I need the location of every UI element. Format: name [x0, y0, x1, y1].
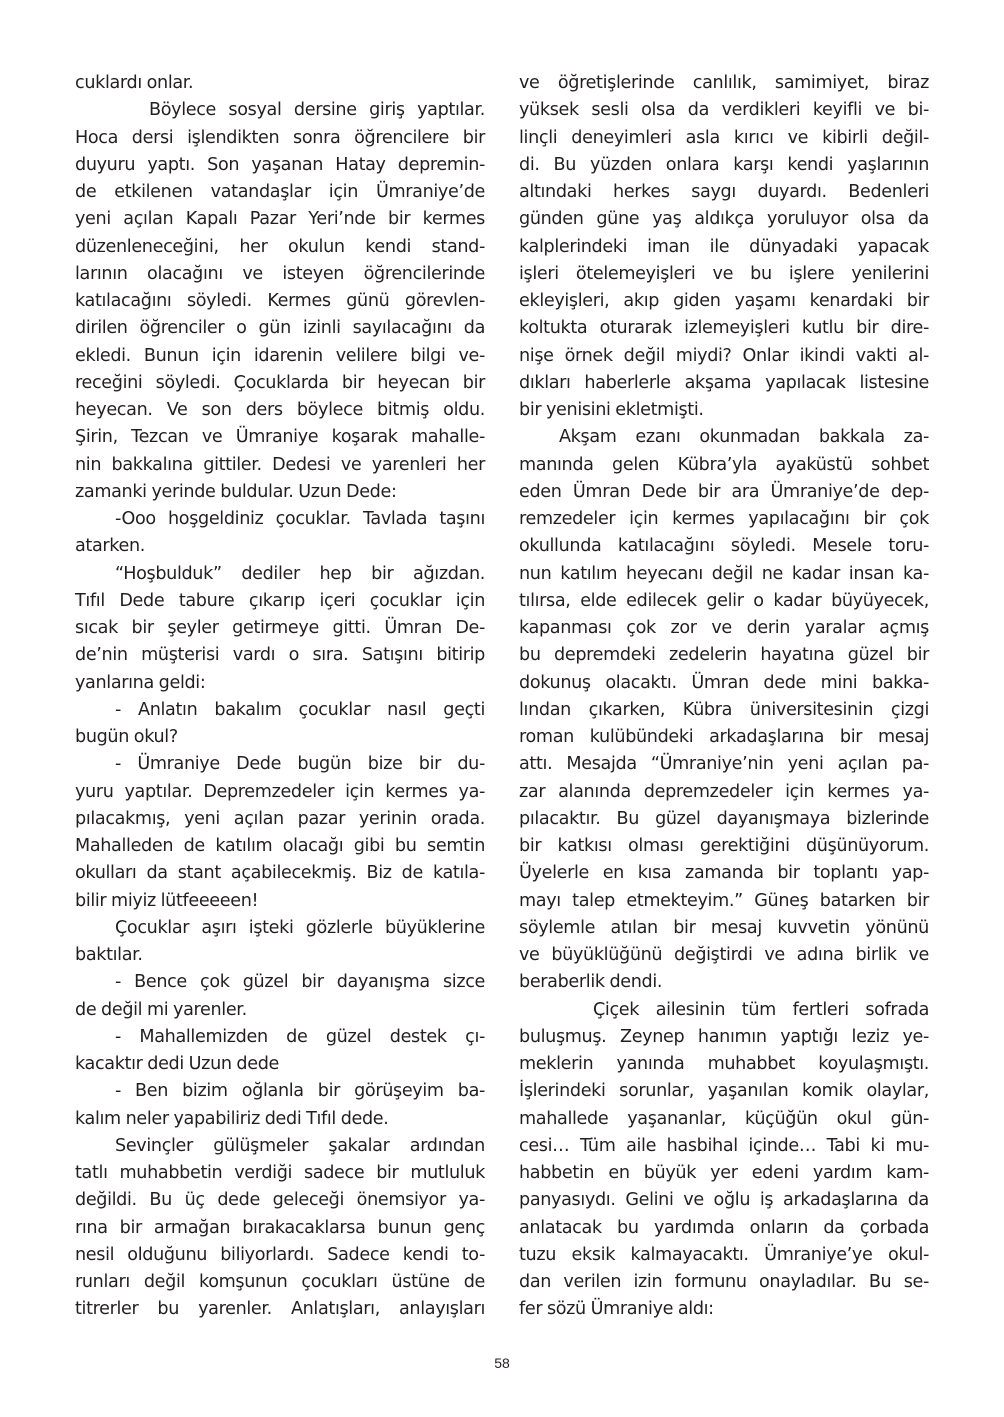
text-line: okulları da stant açabilecekmiş. Biz de katıla-	[75, 863, 485, 884]
text-line: - Ben bizim oğlanla bir görüşeyim ba-	[115, 1081, 485, 1102]
text-line: zar alanında depremzedeler için kermes ya-	[519, 781, 929, 802]
text-line: kalplerindeki iman ile dünyadaki yapacak	[519, 236, 929, 257]
text-line: dan verilen izin formunu onayladılar. Bu se-	[519, 1272, 929, 1292]
page-number: 58	[494, 1355, 510, 1371]
text-line: yeni açılan Kapalı Pazar Yeri’nde bir kermes	[75, 209, 485, 230]
text-line: attı. Mesajda “Ümraniye’nin yeni açılan pa-	[519, 754, 929, 775]
text-line: di. Bu yüzden onlara karşı kendi yaşlarının	[519, 154, 929, 175]
text-line: İşlerindeki sorunlar, yaşanılan komik olaylar,	[519, 1081, 929, 1102]
text-line: dıkları haberlerle akşama yapılacak listesine	[519, 372, 929, 393]
text-line: - Ümraniye Dede bugün bize bir du-	[115, 754, 485, 775]
text-line: pılacakmış, yeni açılan pazar yerinin orada.	[75, 808, 485, 829]
text-line: yanlarına geldi:	[75, 672, 206, 693]
text-line: işleri ötelemeyişleri ve bu işlere yenilerini	[519, 263, 929, 284]
text-line: cesi… Tüm aile hasbihal içinde… Tabi ki mu-	[519, 1135, 929, 1156]
text-line: kalım neler yapabiliriz dedi Tıfıl dede.	[75, 1108, 389, 1129]
text-line: - Bence çok güzel bir dayanışma sizce	[115, 972, 485, 993]
text-line: düzenleneceğini, her okulun kendi stand-	[75, 236, 485, 257]
text-line: nin bakkalına gittiler. Dedesi ve yarenleri her	[75, 454, 485, 475]
text-line: linçli deneyimleri asla kırıcı ve kibirli değil-	[519, 127, 929, 148]
text-line: yuru yaptılar. Depremzedeler için kermes ya-	[75, 781, 485, 802]
text-line: nişe örnek değil miydi? Onlar ikindi vakti al-	[519, 345, 929, 366]
text-line: nun katılım heyecanı değil ne kadar insan ka-	[519, 563, 929, 584]
text-line: Hoca dersi işlendikten sonra öğrencilere bir	[75, 127, 485, 148]
text-column-right	[519, 70, 929, 1324]
text-line: habbetin en büyük yer edeni yardım kam-	[519, 1163, 929, 1183]
text-line: Sevinçler gülüşmeler şakalar ardından	[115, 1135, 485, 1156]
text-line: okullunda katılacağını söyledi. Mesele toru-	[519, 536, 929, 557]
text-line: Çocuklar aşırı işteki gözlerle büyüklerine	[115, 917, 485, 938]
text-line: ve öğretişlerinde canlılık, samimiyet, biraz	[519, 73, 929, 93]
text-line: altındaki herkes saygı duyardı. Bedenleri	[519, 182, 929, 202]
text-line: roman kulübündeki arkadaşlarına bir mesaj	[519, 727, 929, 747]
text-line: Akşam ezanı okunmadan bakkala za-	[559, 427, 929, 448]
text-line: bir katkısı olması gerektiğini düşünüyorum.	[519, 836, 929, 856]
text-line: - Mahallemizden de güzel destek çı-	[115, 1026, 485, 1047]
text-line: -Ooo hoşgeldiniz çocuklar. Tavlada taşını	[115, 509, 485, 529]
text-line: duyuru yaptı. Son yaşanan Hatay depremin-	[75, 154, 485, 175]
text-line: bir yenisini ekletmişti.	[519, 400, 704, 420]
text-line: cuklardı onlar.	[75, 73, 194, 93]
text-line: eden Ümran Dede bir ara Ümraniye’de dep-	[519, 481, 929, 502]
text-line: ekleyişleri, akıp giden yaşamı kenardaki bir	[519, 291, 929, 311]
text-line: katılacağını söyledi. Kermes günü görevlen-	[75, 291, 485, 311]
text-line: baktılar.	[75, 945, 143, 965]
text-line: dokunuş olacaktı. Ümran dede mini bakka-	[519, 672, 929, 693]
text-line: ekledi. Bunun için idarenin velilere bilgi ve-	[75, 345, 485, 366]
text-line: dirilen öğrenciler o gün izinli sayılacağını da	[75, 318, 485, 339]
text-line: yüksek sesli olsa da verdikleri keyifli ve bi-	[519, 100, 929, 121]
text-line: mahallede yaşananlar, küçüğün okul gün-	[519, 1108, 929, 1129]
text-line: anlatacak bu yardımda onların da çorbada	[519, 1217, 929, 1238]
text-line: değildi. Bu üç dede geleceği önemsiyor ya-	[75, 1190, 485, 1211]
text-line: panyasıydı. Gelini ve oğlu iş arkadaşlarına da	[519, 1190, 929, 1211]
text-line: bu depremdeki zedelerin hayatına güzel bir	[519, 645, 929, 666]
text-line: kacaktır dedi Uzun dede	[75, 1054, 279, 1074]
text-line: nesil olduğunu biliyorlardı. Sadece kendi to-	[75, 1244, 485, 1265]
text-line: Şirin, Tezcan ve Ümraniye koşarak mahalle-	[75, 427, 485, 448]
text-line: de etkilenen vatandaşlar için Ümraniye’de	[75, 182, 485, 202]
text-line: söylemle atılan bir mesaj kuvvetin yönünü	[519, 917, 929, 938]
text-line: remzedeler için kermes yapılacağını bir çok	[519, 509, 929, 529]
text-line: Böylece sosyal dersine giriş yaptılar.	[149, 100, 485, 121]
text-line: Mahalleden de katılım olacağı gibi bu semtin	[75, 836, 485, 856]
text-line: larının olacağını ve isteyen öğrencilerinde	[75, 263, 485, 284]
text-line: zamanki yerinde buldular. Uzun Dede:	[75, 481, 397, 502]
text-line: sıcak bir şeyler getirmeye gitti. Ümran De-	[75, 618, 485, 638]
text-line: heyecan. Ve son ders böylece bitmiş oldu.	[75, 400, 485, 420]
text-line: manında gelen Kübra’yla ayaküstü sohbet	[519, 454, 929, 475]
text-line: Tıfıl Dede tabure çıkarıp içeri çocuklar için	[75, 590, 485, 611]
text-line: - Anlatın bakalım çocuklar nasıl geçti	[115, 699, 485, 720]
text-line: titrerler bu yarenler. Anlatışları, anlayışları	[75, 1299, 485, 1320]
text-line: tatlı muhabbetin verdiği sadece bir mutluluk	[75, 1163, 485, 1183]
text-line: bilir miyiz lütfeeeeen!	[75, 890, 259, 911]
text-line: tuzu eksik kalmayacaktı. Ümraniye’ye okul-	[519, 1244, 929, 1265]
text-line: rına bir armağan bırakacaklarsa bunun genç	[75, 1217, 485, 1238]
text-line: günden güne yaş aldıkça yoruluyor olsa da	[519, 209, 929, 230]
text-line: lından çıkarken, Kübra üniversitesinin çizgi	[519, 699, 929, 720]
text-line: fer sözü Ümraniye aldı:	[519, 1299, 714, 1320]
text-line: bugün okul?	[75, 727, 178, 747]
text-line: koltukta oturarak izlemeyişleri kutlu bir dire-	[519, 318, 929, 339]
text-column-left	[75, 70, 485, 1324]
text-line: runları değil komşunun çocukları üstüne de	[75, 1272, 485, 1292]
text-line: pılacaktır. Bu güzel dayanışmaya bizlerinde	[519, 808, 929, 829]
text-line: tılırsa, elde edilecek gelir o kadar büyüyecek,	[519, 590, 929, 611]
text-line: kapanması çok zor ve derin yaralar açmış	[519, 618, 929, 638]
text-line: de değil mi yarenler.	[75, 999, 247, 1020]
text-line: buluşmuş. Zeynep hanımın yaptığı leziz ye-	[519, 1026, 929, 1047]
text-line: de’nin müşterisi vardı o sıra. Satışını bitirip	[75, 645, 485, 666]
text-line: atarken.	[75, 536, 146, 557]
text-line: mayı talep etmekteyim.” Güneş batarken bir	[519, 890, 929, 911]
text-line: beraberlik dendi.	[519, 972, 663, 993]
text-line: ve büyüklüğünü değiştirdi ve adına birlik ve	[519, 945, 929, 965]
text-line: “Hoşbulduk” dediler hep bir ağızdan.	[115, 563, 485, 584]
text-line: receğini söyledi. Çocuklarda bir heyecan bir	[75, 372, 485, 393]
text-line: Üyelerle en kısa zamanda bir toplantı yap-	[519, 863, 929, 884]
text-line: meklerin yanında muhabbet koyulaşmıştı.	[519, 1054, 929, 1074]
text-line: Çiçek ailesinin tüm fertleri sofrada	[593, 999, 929, 1020]
